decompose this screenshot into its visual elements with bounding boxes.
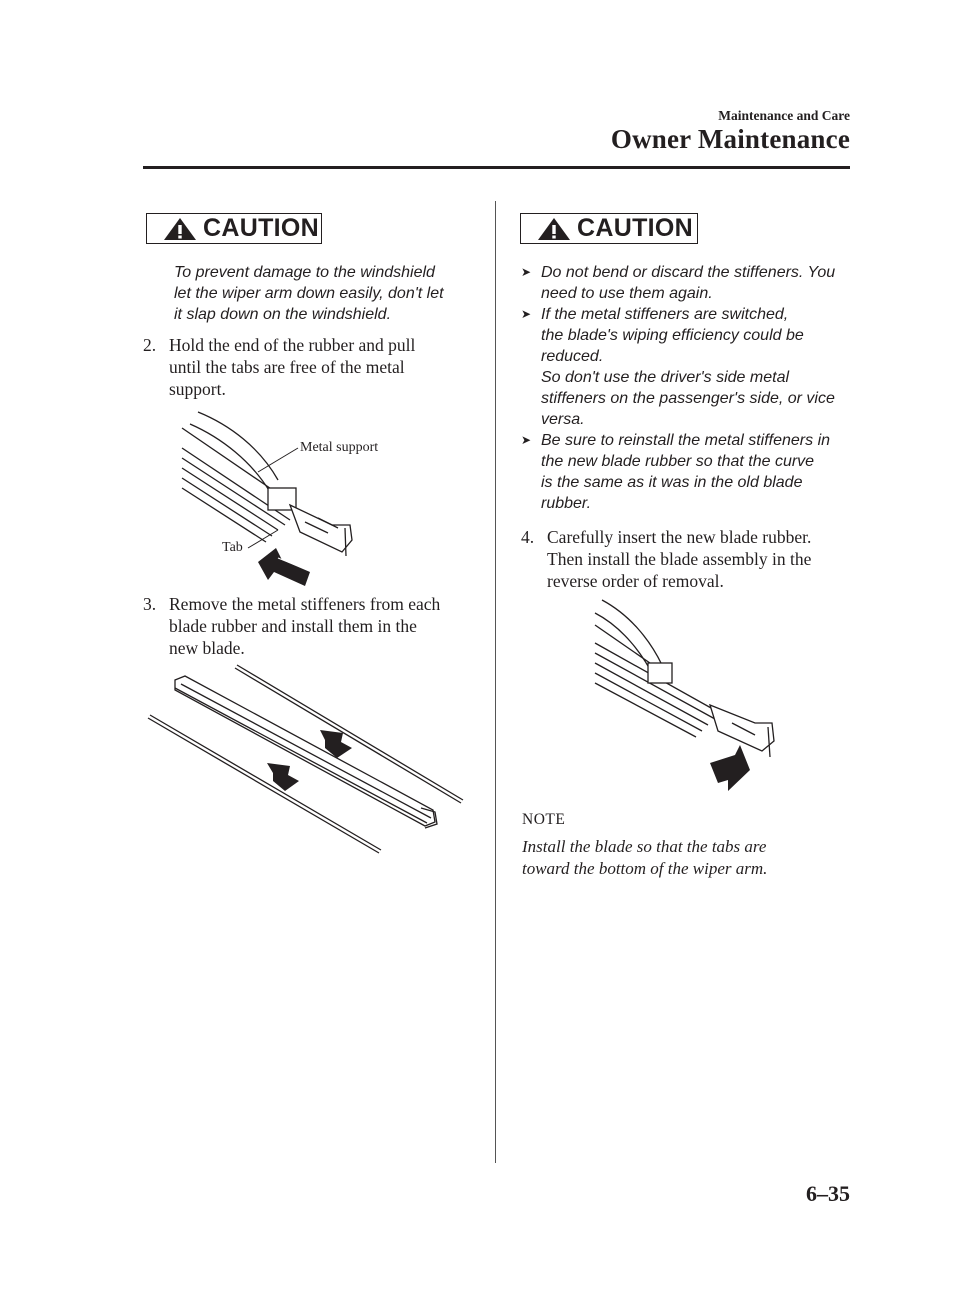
bullet-line: stiffeners on the passenger's side, or vice	[541, 390, 835, 407]
step-2	[143, 334, 483, 400]
caution-text-right	[521, 262, 856, 514]
step-line: Hold the end of the rubber and pull	[169, 335, 416, 355]
step-number: 4.	[521, 527, 535, 547]
caution-bullet	[521, 430, 856, 514]
step-line: reverse order of removal.	[547, 571, 724, 591]
bullet-line: need to use them again.	[541, 285, 713, 302]
metal-support-label: Metal support	[300, 440, 379, 455]
chapter-title: Owner Maintenance	[610, 124, 850, 154]
warning-icon	[163, 217, 197, 241]
caution-label: CAUTION	[203, 214, 319, 242]
step-4	[521, 526, 861, 592]
step-line: blade rubber and install them in the	[169, 616, 417, 636]
step-line: Carefully insert the new blade rubber.	[547, 527, 812, 547]
bullet-line: Be sure to reinstall the metal stiffeners in	[541, 432, 831, 449]
caution-line: To prevent damage to the windshield	[174, 264, 435, 281]
caution-bullet	[521, 262, 856, 304]
bullet-line: reduced.	[541, 348, 604, 365]
step-line: Remove the metal stiffeners from each	[169, 594, 441, 614]
caution-text-left	[174, 262, 474, 325]
bullet-arrow-icon: ➤	[521, 433, 532, 447]
bullet-line: Do not bend or discard the stiffeners. You	[541, 264, 836, 281]
figure-remove-rubber	[160, 400, 410, 600]
tab-label: Tab	[222, 540, 243, 555]
step-number: 2.	[143, 335, 157, 355]
bullet-line: versa.	[541, 411, 585, 428]
bullet-line: the blade's wiping efficiency could be	[541, 327, 804, 344]
bullet-line: So don't use the driver's side metal	[541, 369, 790, 386]
note-text	[522, 836, 852, 880]
header-rule	[143, 166, 850, 169]
caution-line: let the wiper arm down easily, don't let	[174, 285, 444, 302]
step-line: Then install the blade assembly in the	[547, 549, 812, 569]
bullet-line: rubber.	[541, 495, 592, 512]
bullet-arrow-icon: ➤	[521, 307, 532, 321]
bullet-arrow-icon: ➤	[521, 265, 532, 279]
step-line: support.	[169, 379, 226, 399]
caution-label: CAUTION	[577, 214, 693, 242]
caution-box-left	[146, 213, 322, 244]
step-line: until the tabs are free of the metal	[169, 357, 405, 377]
page-number: 6–35	[806, 1181, 850, 1206]
step-number: 3.	[143, 594, 157, 614]
column-divider	[495, 201, 496, 1163]
note-line: toward the bottom of the wiper arm.	[522, 859, 768, 878]
figure-install-rubber	[590, 595, 790, 795]
note-line: Install the blade so that the tabs are	[522, 837, 767, 856]
bullet-line: If the metal stiffeners are switched,	[541, 306, 789, 323]
section-title: Maintenance and Care	[718, 108, 850, 123]
step-3	[143, 593, 483, 659]
warning-icon	[537, 217, 571, 241]
note-heading: NOTE	[522, 811, 566, 828]
figure-stiffeners	[145, 660, 475, 860]
caution-line: it slap down on the windshield.	[174, 306, 392, 323]
bullet-line: the new blade rubber so that the curve	[541, 453, 815, 470]
bullet-line: is the same as it was in the old blade	[541, 474, 803, 491]
caution-box-right	[520, 213, 698, 244]
step-line: new blade.	[169, 638, 245, 658]
caution-bullet	[521, 304, 856, 430]
